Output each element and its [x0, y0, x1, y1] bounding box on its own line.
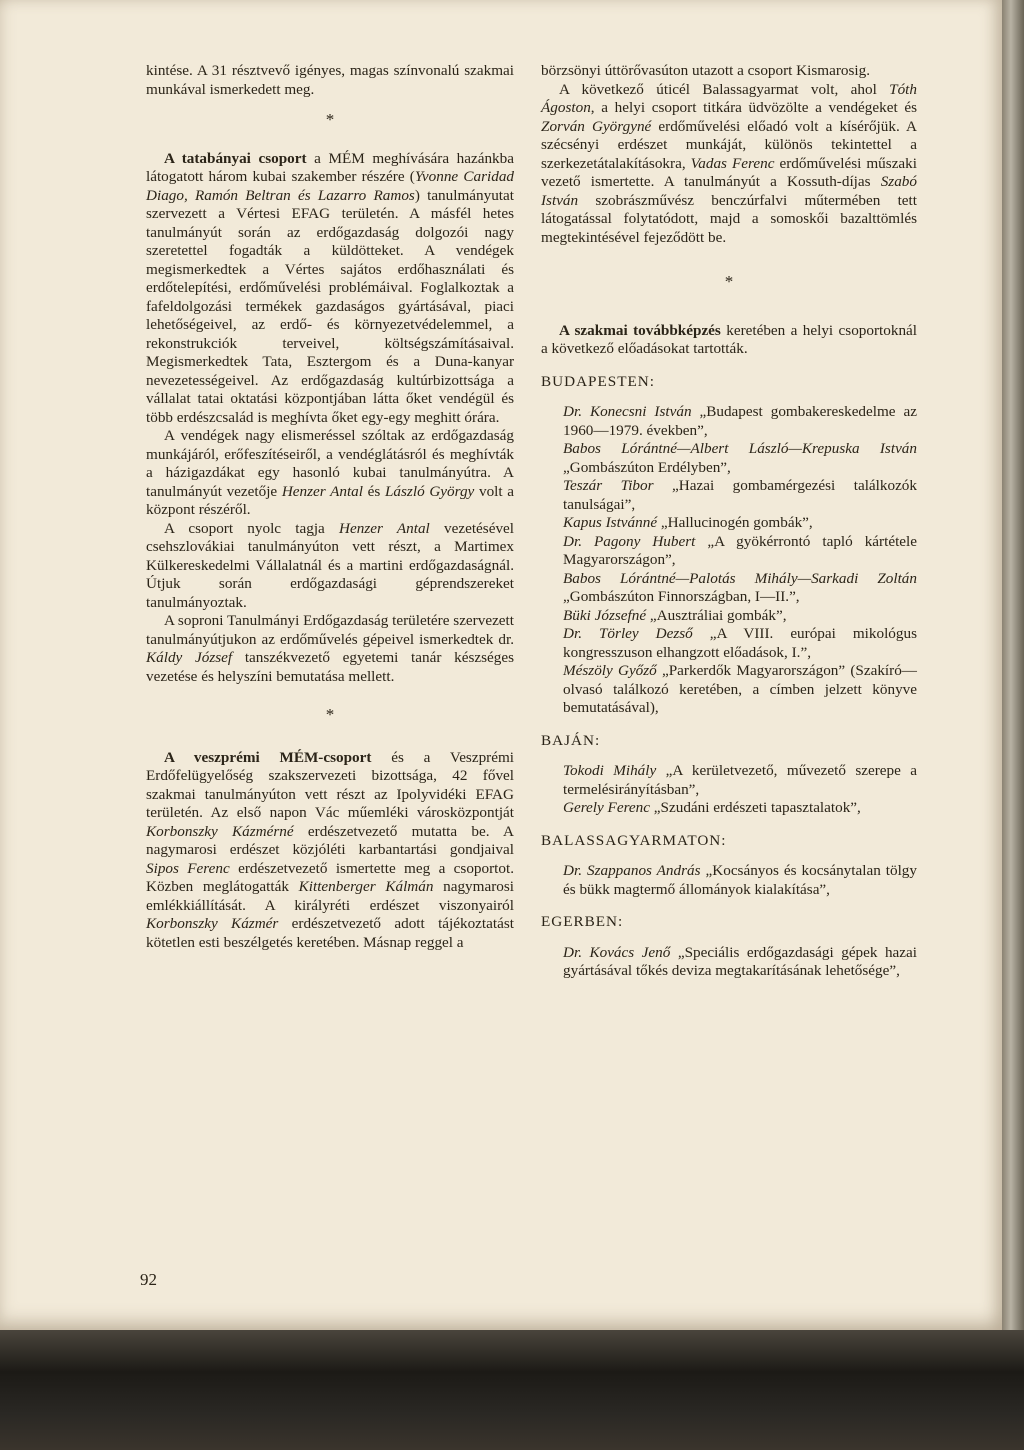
lecture-title: „A kerületvezető, művezető szerepe a termelésirányításban”, [563, 762, 917, 798]
lecturer-name: Dr. Konecsni István [563, 403, 692, 420]
person-name: Kittenberger Kálmán [298, 878, 434, 895]
lecture-entry [541, 440, 917, 477]
lecturer-name: Tokodi Mihály [563, 762, 657, 779]
lecturer-name: Büki Józsefné [563, 606, 647, 624]
lecture-title: „Ausztráliai gombák”, [646, 606, 787, 624]
lecture-title: „Budapest gombakereskedelme az 1960—1979. években”, [563, 403, 917, 439]
city-heading: BUDAPESTEN: [541, 372, 655, 390]
city-heading: BAJÁN: [541, 731, 601, 749]
paragraph [146, 62, 514, 99]
lecturer-name: Babos Lórántné—Palotás Mihály—Sarkadi Zoltán [563, 569, 917, 587]
paragraph-text: és a Veszprémi Erdőfelügyelőség szakszervezeti bizottsága, 42 fővel szakmai tanulmányúton vett részt az Ipolyvidéki EFAG területén. Az első napon Vác műemléki városközpontját [146, 748, 515, 821]
paragraph-text: A következő úticél Balassagyarmat volt, ahol [559, 80, 890, 98]
paragraph-text: A csoport nyolc tagja [164, 519, 340, 537]
city-heading: BALASSAGYARMATON: [541, 831, 727, 849]
lecture-entry [541, 403, 917, 440]
lecture-title: „Speciális erdőgazdasági gépek hazai gyártásával tőkés deviza megtakarításának lehetősége”, [563, 943, 918, 979]
person-name: Szabó István [541, 173, 917, 209]
paragraph-text: börzsönyi úttörővasúton utazott a csoport Kismarosig. [541, 62, 871, 79]
paragraph-text: A vendégek nagy elismeréssel szóltak az erdőgazdaság munkájáról, erőfeszítéseiről, a vendéglátásról és meghívták a házigazdákat egy hasonló kubai tanulmányútra. A tanulmányút vezetője [146, 427, 514, 500]
paragraph-text: a MÉM meghívására hazánkba látogatott három kubai szakember részére ( [146, 149, 514, 185]
lecture-title: „A gyökérrontó tapló kártétele Magyarországon”, [563, 532, 917, 568]
lecture-entry [541, 533, 917, 570]
lecturer-name: Gerely Ferenc [563, 799, 650, 816]
lecture-entry [541, 607, 917, 626]
section-separator: * [724, 272, 734, 291]
paragraph [146, 749, 514, 953]
lecture-entry [541, 762, 917, 799]
paragraph-text: , a helyi csoport titkára üdvözölte a vendégeket és [590, 99, 917, 116]
paragraph-lead: A szakmai továbbképzés [559, 321, 721, 339]
paragraph-text: tanszékvezető egyetemi tanár készséges vezetése és helyszíni bemutatása mellett. [146, 649, 514, 685]
paragraph-lead: A tatabányai csoport [164, 149, 307, 167]
lecturer-name: Kapus Istvánné [563, 514, 658, 531]
person-name: Káldy József [146, 649, 233, 666]
right-column [541, 62, 917, 981]
paragraph-text: vezetésével csehszlovákiai tanulmányúton vett részt, a Martimex Külkereskedelmi Vállalatnál és a martini erdőgazdaságnál. Útjuk során erdőgazdasági géprendszereket tanulmányoztak. [146, 519, 514, 611]
scan-bottom-edge [0, 1330, 1024, 1450]
paragraph-text: ) tanulmányutat szervezett a Vértesi EFAG területén. A másfél hetes tanulmányút során az erdőgazdaság dolgozói nagy szeretettel fogadták a küldötteket. A vendégek megismerkedtek a Vértes sajátos erdőhasználati és erdőtelepítési, erdőművelési problémáival. Foglalkoztak a fafeldolgozási termékek gazdaságos gyártásával, piaci lehetőségeivel, az erdő- és környezetvédelemmel, a rekonstrukciók terveivel, költségszámításaival. Megismerkedtek Tata, Esztergom és a Duna-kanyar nevezetességeivel. Az erdőgazdaság kultúrbizottsága a vállalat tatai oktatási központjában látta őket vendégül és több erdészcsalád is meghívta őket egy-egy meghitt órára. [146, 186, 514, 426]
person-name: Henzer Antal [281, 482, 363, 500]
paragraph [541, 62, 917, 81]
paragraph [146, 520, 514, 613]
lecture-entry [541, 944, 917, 981]
lecturer-name: Mészöly Győző [563, 662, 657, 679]
person-name: László György [384, 482, 475, 500]
person-name: Korbonszky Kázmérné [146, 822, 294, 840]
person-name: Sipos Ferenc [146, 859, 230, 877]
lecture-entry [541, 570, 917, 607]
lecture-entry [541, 477, 917, 514]
person-name: Zorván Györgyné [541, 117, 652, 135]
lecture-title: „Gombászúton Finnországban, I—II.”, [563, 588, 800, 605]
paragraph-text: szobrászművész benczúrfalvi műtermében tett látogatással folytatódott, majd a somoskői bazalttömlés megtekintésével fejeződött be. [541, 191, 917, 246]
person-names: Yvonne Caridad Diago, Ramón Beltran és Lazarro Ramos [146, 168, 515, 204]
city-heading: EGERBEN: [541, 913, 624, 930]
lecturer-name: Dr. Kovács Jenő [563, 943, 671, 961]
lecture-entry [541, 862, 917, 899]
lecturer-name: Dr. Szappanos András [563, 862, 701, 879]
paragraph-text: erdészetvezető adott tájékoztatást kötetlen esti beszélgetés keretében. Másnap reggel a [146, 915, 514, 951]
paragraph-text: erdőművelési előadó volt a kísérőjük. A szécsényi erdészet munkáját, különös tekintettel a szerkezetátalakításokra, [541, 117, 917, 172]
paragraph [541, 81, 917, 248]
paragraph-text: nagymarosi emlékkiállítását. A királyréti erdészet viszonyairól [146, 878, 514, 914]
paragraph-text: erdőművelési műszaki vezető ismertette. A tanulmányút a Kossuth-díjas [541, 154, 917, 190]
paragraph-text: A soproni Tanulmányi Erdőgazdaság területére szervezett tanulmányútjukon az erdőművelés gépeivel ismerkedtek dr. [146, 612, 514, 648]
paragraph-text: keretében a helyi csoportoknál a következő előadásokat tartották. [541, 321, 917, 357]
lecturer-name: Dr. Törley Dezső [563, 625, 693, 642]
lecture-title: „Gombászúton Erdélyben”, [563, 458, 731, 476]
lecture-entry [541, 625, 917, 662]
person-name: Henzer Antal [339, 519, 430, 537]
lecture-title: „A VIII. európai mikológus kongresszuson elhangzott előadások, I.”, [563, 625, 917, 661]
left-column [146, 62, 514, 952]
lecture-title: „Kocsányos és kocsánytalan tölgy és bükk magtermő állományok kialakítása”, [563, 862, 917, 898]
paragraph-text: és [363, 482, 385, 500]
person-name: Korbonszky Kázmér [146, 915, 279, 932]
paragraph-text: erdészetvezető mutatta be. A nagymarosi erdészet közjóléti karbantartási gondjaival [146, 822, 514, 858]
section-separator: * [325, 110, 335, 129]
paragraph [541, 322, 917, 359]
page-number: 92 [140, 1270, 157, 1289]
section-separator: * [325, 705, 335, 724]
lecturer-name: Babos Lórántné—Albert László—Krepuska István [563, 440, 917, 457]
lecture-title: „Szudáni erdészeti tapasztalatok”, [650, 799, 861, 816]
lecture-title: „Parkerdők Magyarországon” (Szakíró—olvasó találkozó keretében, a címben jelzett könyve bemutatásával), [563, 662, 917, 716]
paragraph-text: erdészetvezető ismertette meg a csoportot. Közben meglátogatták [146, 859, 514, 895]
lecturer-name: Teszár Tibor [563, 477, 654, 494]
paragraph-text: volt a központ részéről. [146, 482, 515, 518]
person-name: Vadas Ferenc [690, 154, 775, 172]
lecture-entry [541, 799, 917, 818]
lecture-entry [541, 514, 917, 533]
paragraph [146, 150, 514, 428]
person-name: Tóth Ágoston [541, 80, 917, 116]
paragraph [146, 427, 514, 520]
lecture-title: „Hallucinogén gombák”, [657, 514, 813, 531]
lecturer-name: Dr. Pagony Hubert [563, 532, 696, 550]
paragraph [146, 612, 514, 686]
lecture-entry [541, 662, 917, 718]
book-spine-edge [1002, 0, 1024, 1450]
paragraph-text: kintése. A 31 résztvevő igényes, magas színvonalú szakmai munkával ismerkedett meg. [146, 62, 514, 98]
paragraph-lead: A veszprémi MÉM-csoport [164, 748, 372, 766]
lecture-title: „Hazai gombamérgezési találkozók tanulságai”, [563, 477, 917, 513]
